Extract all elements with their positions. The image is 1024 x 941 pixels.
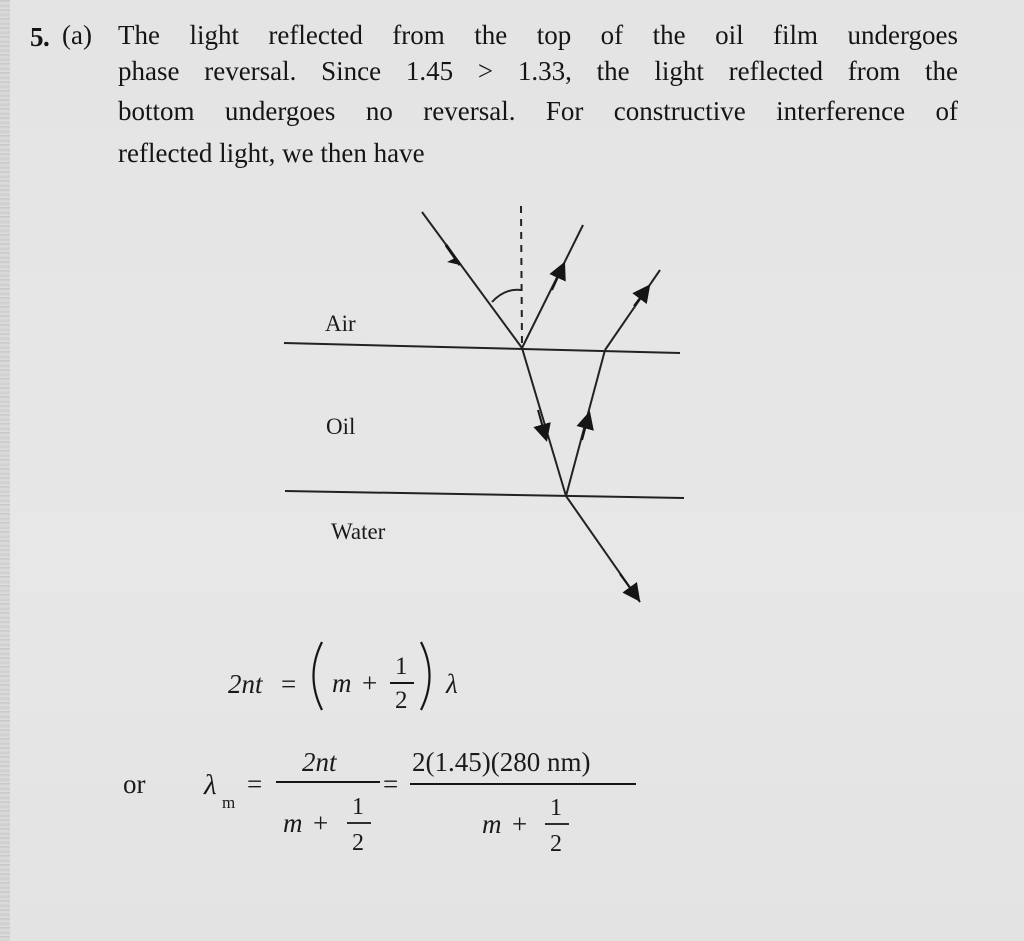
eq1-frac-den: 2 bbox=[395, 687, 408, 714]
eq2-den2-plus: + bbox=[512, 809, 528, 839]
paragraph-line-3: bottom undergoes no reversal. For constructive interference of bbox=[118, 96, 958, 126]
oil-label: Oil bbox=[326, 414, 356, 439]
eq2-equals-1: = bbox=[247, 769, 263, 799]
eq1-lambda: λ bbox=[446, 669, 458, 699]
eq2-or: or bbox=[123, 769, 146, 799]
eq1-plus: + bbox=[362, 668, 378, 698]
eq2-equals-2: = bbox=[383, 769, 399, 799]
paragraph-line-2: phase reversal. Since 1.45 > 1.33, the light reflected from the bbox=[118, 56, 958, 86]
eq1-m: m bbox=[332, 668, 352, 698]
eq1-equals: = bbox=[281, 669, 297, 699]
paragraph-line-1: The light reflected from the top of the oil film undergoes bbox=[118, 20, 958, 50]
eq2-den2-den: 2 bbox=[550, 831, 562, 857]
eq2-lambda: λ bbox=[204, 769, 217, 801]
eq2-lambda-sub: m bbox=[222, 793, 236, 812]
eq2-den1-plus: + bbox=[313, 808, 329, 838]
air-label: Air bbox=[325, 311, 356, 336]
eq2-den1-den: 2 bbox=[352, 830, 364, 856]
eq2-den1-m: m bbox=[283, 808, 303, 838]
eq1-frac-num: 1 bbox=[395, 653, 408, 680]
eq2-den2-num: 1 bbox=[550, 795, 562, 821]
eq1-lhs: 2nt bbox=[228, 669, 263, 699]
eq2-num1: 2nt bbox=[302, 747, 337, 777]
eq2-den1-num: 1 bbox=[352, 794, 364, 820]
eq2-num2: 2(1.45)(280 nm) bbox=[412, 747, 591, 777]
problem-number: 5. bbox=[30, 22, 50, 52]
paragraph-line-4: reflected light, we then have bbox=[118, 138, 425, 168]
part-label: (a) bbox=[62, 20, 92, 50]
eq2-den2-m: m bbox=[482, 809, 502, 839]
water-label: Water bbox=[331, 519, 386, 544]
